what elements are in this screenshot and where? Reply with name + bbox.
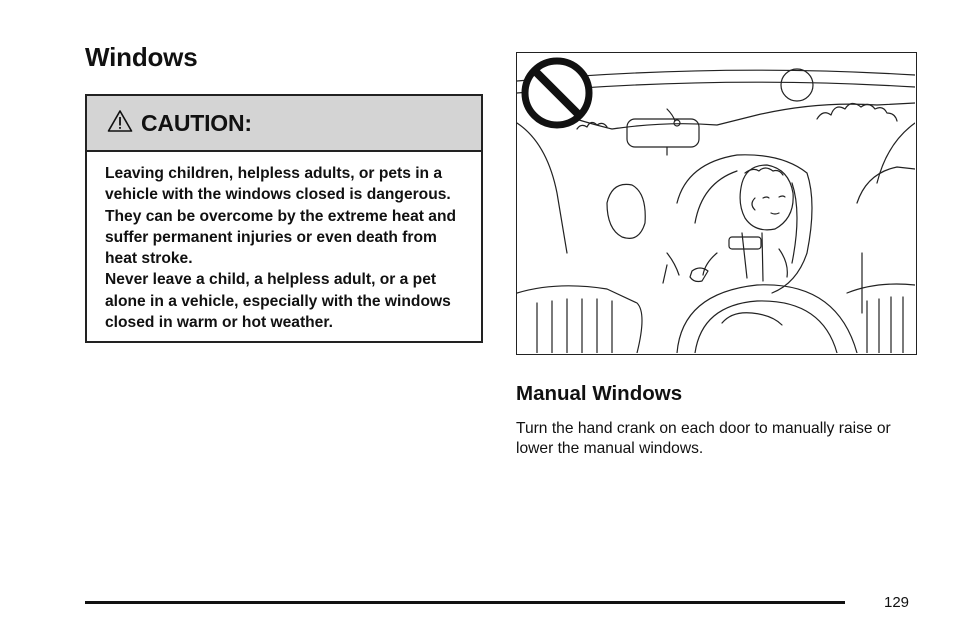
page-number: 129 bbox=[884, 594, 910, 611]
manual-windows-text: Turn the hand crank on each door to manually raise or lower the manual windows. bbox=[516, 420, 891, 457]
caution-text bbox=[87, 152, 481, 333]
child-in-car-illustration bbox=[516, 52, 917, 355]
footer-divider bbox=[85, 601, 845, 604]
caution-paragraph: Leaving children, helpless adults, or pets in a vehicle with the windows closed is dangerous. They can be overcome by the extreme heat and suffer permanent injuries or even death from heat stroke. bbox=[105, 165, 456, 268]
page-title: Windows bbox=[85, 42, 198, 72]
caution-label: CAUTION: bbox=[141, 109, 252, 136]
caution-header bbox=[87, 96, 481, 152]
car-interior-drawing bbox=[517, 53, 915, 353]
warning-triangle-icon bbox=[107, 109, 133, 133]
caution-box bbox=[85, 94, 483, 343]
caution-paragraph: Never leave a child, a helpless adult, or a pet alone in a vehicle, especially with the windows closed in warm or hot weather. bbox=[105, 271, 451, 332]
section-heading-manual-windows: Manual Windows bbox=[516, 382, 683, 405]
prohibition-icon bbox=[525, 61, 589, 125]
